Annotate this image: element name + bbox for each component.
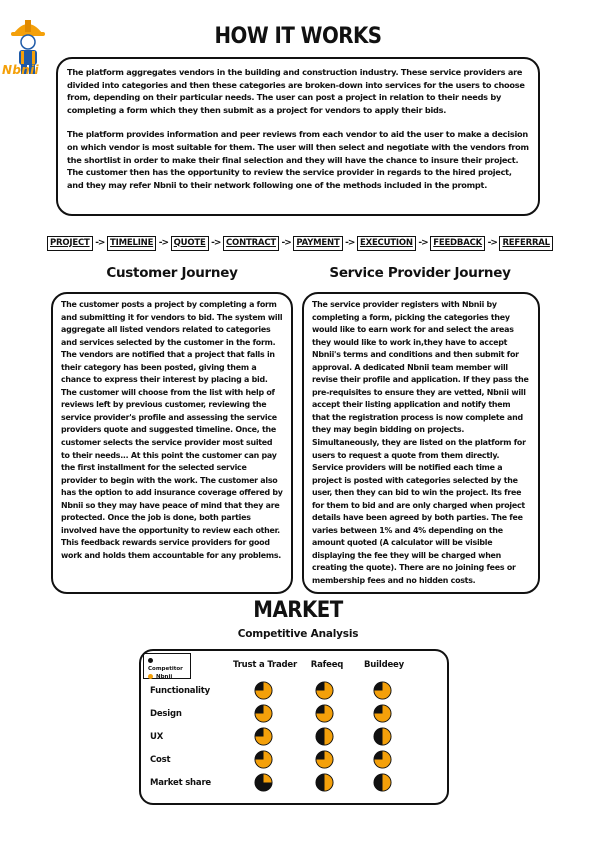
harvey-ball	[373, 750, 392, 769]
competitive-analysis-table	[139, 649, 449, 805]
harvey-ball	[254, 773, 273, 792]
column-header: Buildeey	[364, 660, 404, 670]
harvey-ball	[315, 750, 334, 769]
arrow: ->	[211, 237, 221, 248]
legend-item-nbnii: Nbnii	[148, 673, 190, 681]
step-quote: QUOTE	[171, 236, 209, 251]
nbnii-share	[325, 728, 334, 745]
legend-swatch	[148, 658, 153, 663]
provider-journey-paragraph-2: Service providers will be notified each time a project is posted with categories selected by the user, then they can bid to win the project. Its free for them to bid and are only charged when project details have been agreed by both parties. The fee varies between 1% and 4% depending on the amount quoted (A calculator will be visible displaying the fee they will be charged when creating the quote). There are no joining fees or membership fees and no hidden costs.	[312, 463, 525, 586]
arrow: ->	[281, 237, 291, 248]
nbnii-share	[325, 774, 334, 791]
harvey-ball	[373, 704, 392, 723]
provider-journey-paragraph-1: The service provider registers with Nbnii by completing a form, picking the categories they would like to earn work for and select the areas they would like to work in,they have to accept Nbnii's terms and conditions and then submit for approval. A dedicated Nbnii team member will revise their profile and application. If they pass the pre-requisites to ensure they are vetted, Nbnii will accept their listing application and notify them that the registration process is now complete and they may begin bidding on projects. Simultaneously, they are listed on the platform for users to request a quote from them directly.	[312, 300, 529, 460]
step-project: PROJECT	[47, 236, 93, 251]
arrow: ->	[95, 237, 105, 248]
harvey-ball	[315, 681, 334, 700]
customer-journey-panel	[51, 292, 293, 594]
harvey-ball	[373, 681, 392, 700]
how-it-works-panel	[56, 57, 540, 216]
how-it-works-paragraph-1: The platform aggregates vendors in the building and construction industry. These service providers are divided into categories and then these categories are broken-down into services for the users to choose from, depending on their particular needs. The user can post a project in relation to their needs by completing a form which they then submit as a project for vendors to apply their bids.	[67, 67, 525, 115]
step-payment: PAYMENT	[293, 236, 342, 251]
harvey-ball	[315, 727, 334, 746]
harvey-ball	[315, 773, 334, 792]
legend-swatch	[148, 674, 153, 679]
step-referral: REFERRAL	[499, 236, 552, 251]
brand-name: Nbnii	[2, 63, 39, 77]
customer-journey-text: The customer posts a project by completing a form and submitting it for vendors to bid. The system will aggregate all listed vendors related to categories and services selected by the customer in the form. The vendors are notified that a project that falls in their category has been posted, giving them a chance to express their interest by placing a bid. The customer will choose from the list with help of reviews left by previous customer, reviewing the service provider's profile and assessing the service providers quote and suggested timeline. Once, the customer selects the service provider most suited to their needs... At this point the customer can pay the first installment for the selected service provider to begin with the work. The customer also has the option to add insurance coverage offered by Nbnii so they may have peace of mind that they are protected. Once the job is done, both parties involved have the opportunity to review each other. This feedback rewards service providers for good work and holds them accountable for any problems.	[61, 300, 283, 560]
harvey-ball	[254, 750, 273, 769]
harvey-ball	[254, 704, 273, 723]
arrow: ->	[418, 237, 428, 248]
column-header: Rafeeq	[310, 660, 344, 670]
step-contract: CONTRACT	[223, 236, 279, 251]
process-flow	[47, 235, 553, 251]
nbnii-share	[383, 728, 392, 745]
row-label: UX	[150, 732, 164, 742]
arrow: ->	[487, 237, 497, 248]
step-execution: EXECUTION	[357, 236, 416, 251]
harvey-ball	[373, 773, 392, 792]
harvey-ball	[373, 727, 392, 746]
how-it-works-paragraph-2: The platform provides information and peer reviews from each vendor to aid the user to make a decision on which vendor is most suitable for them. The user will then select and negotiate with the vendors from the shortlist in order to make their final selection and they will have the chance to insure their project. The customer then has the opportunity to review the service provider in regards to the hired project, and they may refer Nbnii to their network following one of the methods included in the prompt.	[67, 129, 529, 190]
step-feedback: FEEDBACK	[430, 236, 485, 251]
how-it-works-title: HOW IT WORKS	[214, 24, 382, 49]
arrow: ->	[158, 237, 169, 248]
provider-journey-panel	[302, 292, 540, 594]
harvey-ball	[254, 681, 273, 700]
row-label: Cost	[150, 755, 171, 765]
harvey-ball	[315, 704, 334, 723]
row-label: Market share	[150, 778, 212, 788]
arrow: ->	[345, 237, 355, 248]
harvey-ball	[254, 727, 273, 746]
customer-journey-title: Customer Journey	[106, 265, 238, 281]
market-subtitle: Competitive Analysis	[237, 628, 359, 640]
column-header: Trust a Trader	[233, 660, 297, 670]
nbnii-share	[383, 774, 392, 791]
legend-item-competitor: Competitor	[148, 657, 190, 673]
row-label: Design	[150, 709, 182, 719]
provider-journey-title: Service Provider Journey	[329, 265, 511, 281]
legend	[143, 653, 191, 679]
market-title: MARKET	[253, 598, 343, 623]
step-timeline: TIMELINE	[107, 236, 156, 251]
row-label: Functionality	[150, 686, 210, 696]
